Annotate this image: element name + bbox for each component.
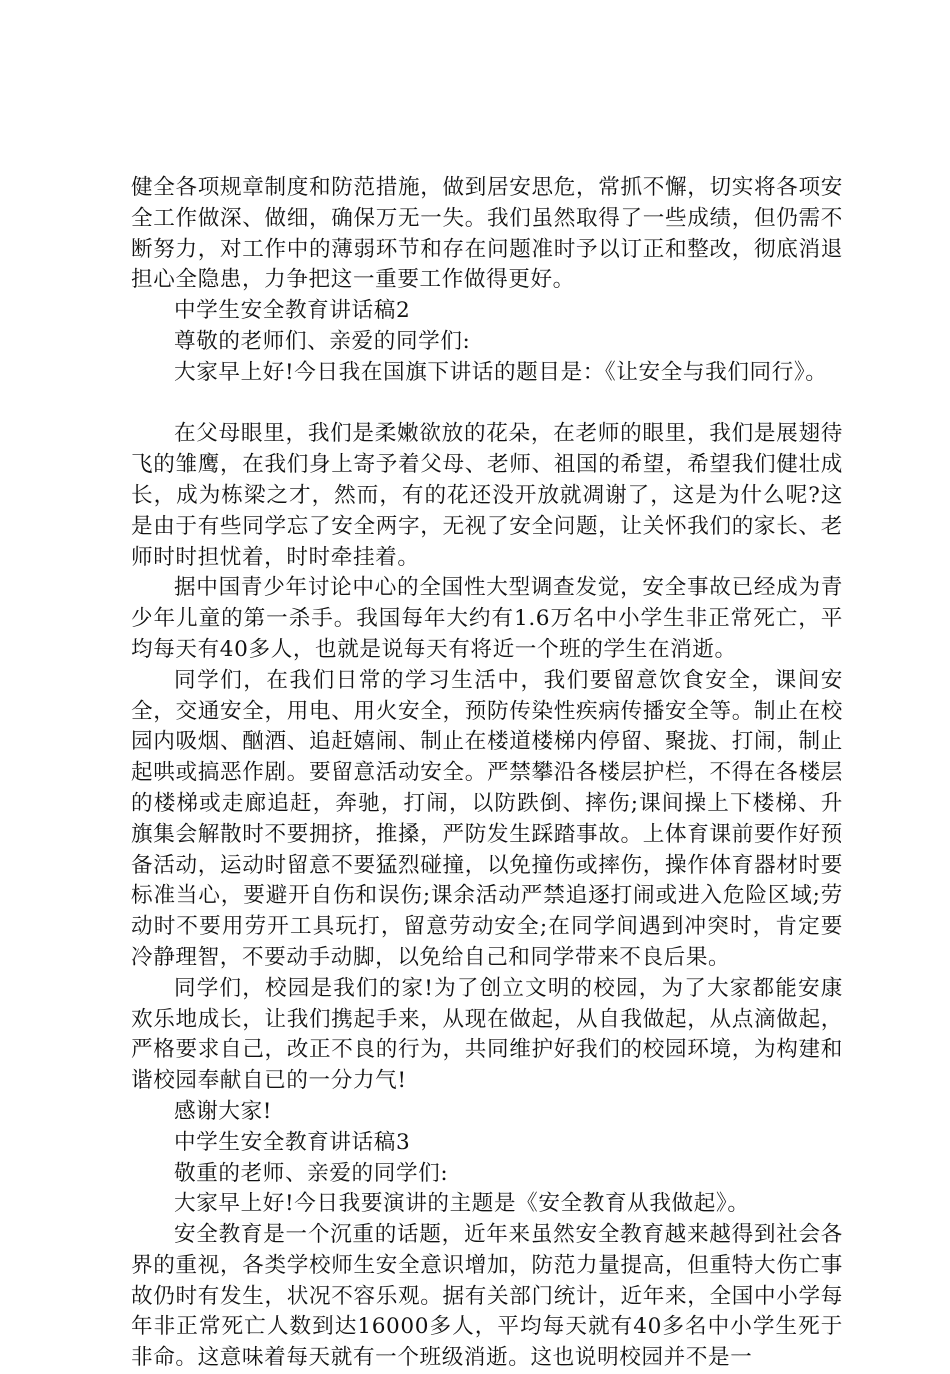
salutation-2: 尊敬的老师们、亲爱的同学们: <box>174 328 471 354</box>
paragraph-daily-safety: 同学们，在我们日常的学习生活中，我们要留意饮食安全，课间安全，交通安全，用电、用火安全，预防传染性疾病传播安全等。制止在校园内吸烟、酗酒、追赶嬉闹、制止在楼道楼梯内停留、聚拢、打闹，制止起哄或搞恶作剧。要留意活动安全。严禁攀沿各楼层护栏，不得在各楼层的楼梯或走廊追赶，奔驰，打闹，以防跌倒、摔伤;课间操上下楼梯、升旗集会解散时不要拥挤，推搡，严防发生踩踏事故。上体育课前要作好预备活动，运动时留意不要猛烈碰撞，以免撞伤或摔伤，操作体育器材时要标准当心，要避开自伤和误伤;课余活动严禁追逐打闹或进入危险区域;劳动时不要用劳开工具玩打，留意劳动安全;在同学间遇到冲突时，肯定要冷静理智，不要动手动脚，以免给自己和同学带来不良后果。 <box>131 667 843 970</box>
speech-title-2: 中学生安全教育讲话稿2 <box>174 298 411 324</box>
paragraph-parents: 在父母眼里，我们是柔嫩欲放的花朵，在老师的眼里，我们是展翅待飞的雏鹰，在我们身上寄予着父母、老师、祖国的希望，希望我们健壮成长，成为栋梁之才，然而，有的花还没开放就凋谢了，这是为什么呢?这是由于有些同学忘了安全两字，无视了安全问题，让关怀我们的家长、老师时时担忧着，时时牵挂着。 <box>131 421 843 570</box>
paragraph-survey: 据中国青少年讨论中心的全国性大型调查发觉，安全事故已经成为青少年儿童的第一杀手。我国每年大约有1.6万名中小学生非正常死亡，平均每天有40多人，也就是说每天有将近一个班的学生在消逝。 <box>131 575 843 662</box>
greeting-2: 大家早上好!今日我在国旗下讲话的题目是：《让安全与我们同行》。 <box>174 359 828 385</box>
speech-title-3: 中学生安全教育讲话稿3 <box>174 1129 411 1155</box>
paragraph-1: 健全各项规章制度和防范措施，做到居安思危，常抓不懈，切实将各项安全工作做深、做细，确保万无一失。我们虽然取得了一些成绩，但仍需不断努力，对工作中的薄弱环节和存在问题准时予以订正和整改，彻底消退担心全隐患，力争把这一重要工作做得更好。 <box>131 175 843 293</box>
blank-line <box>131 389 843 420</box>
greeting-3: 大家早上好!今日我要演讲的主题是《安全教育从我做起》。 <box>174 1191 750 1217</box>
paragraph-campus: 同学们，校园是我们的家!为了创立文明的校园，为了大家都能安康欢乐地成长，让我们携起手来，从现在做起，从自我做起，从点滴做起，严格要求自己，改正不良的行为，共同维护好我们的校园环境，为构建和谐校园奉献自已的一分力气! <box>131 975 843 1094</box>
paragraph-safety-education: 安全教育是一个沉重的话题，近年来虽然安全教育越来越得到社会各界的重视，各类学校师生安全意识增加，防范力量提高，但重特大伤亡事故仍时有发生，状况不容乐观。据有关部门统计，近年来，全国中小学每年非正常死亡人数到达16000多人，平均每天就有40多名中小学生死于非命。这意味着每天就有一个班级消逝。这也说明校园并不是一 <box>131 1222 843 1371</box>
document-page <box>131 173 843 1374</box>
salutation-3: 敬重的老师、亲爱的同学们: <box>174 1160 449 1186</box>
thanks-line: 感谢大家! <box>174 1098 273 1124</box>
